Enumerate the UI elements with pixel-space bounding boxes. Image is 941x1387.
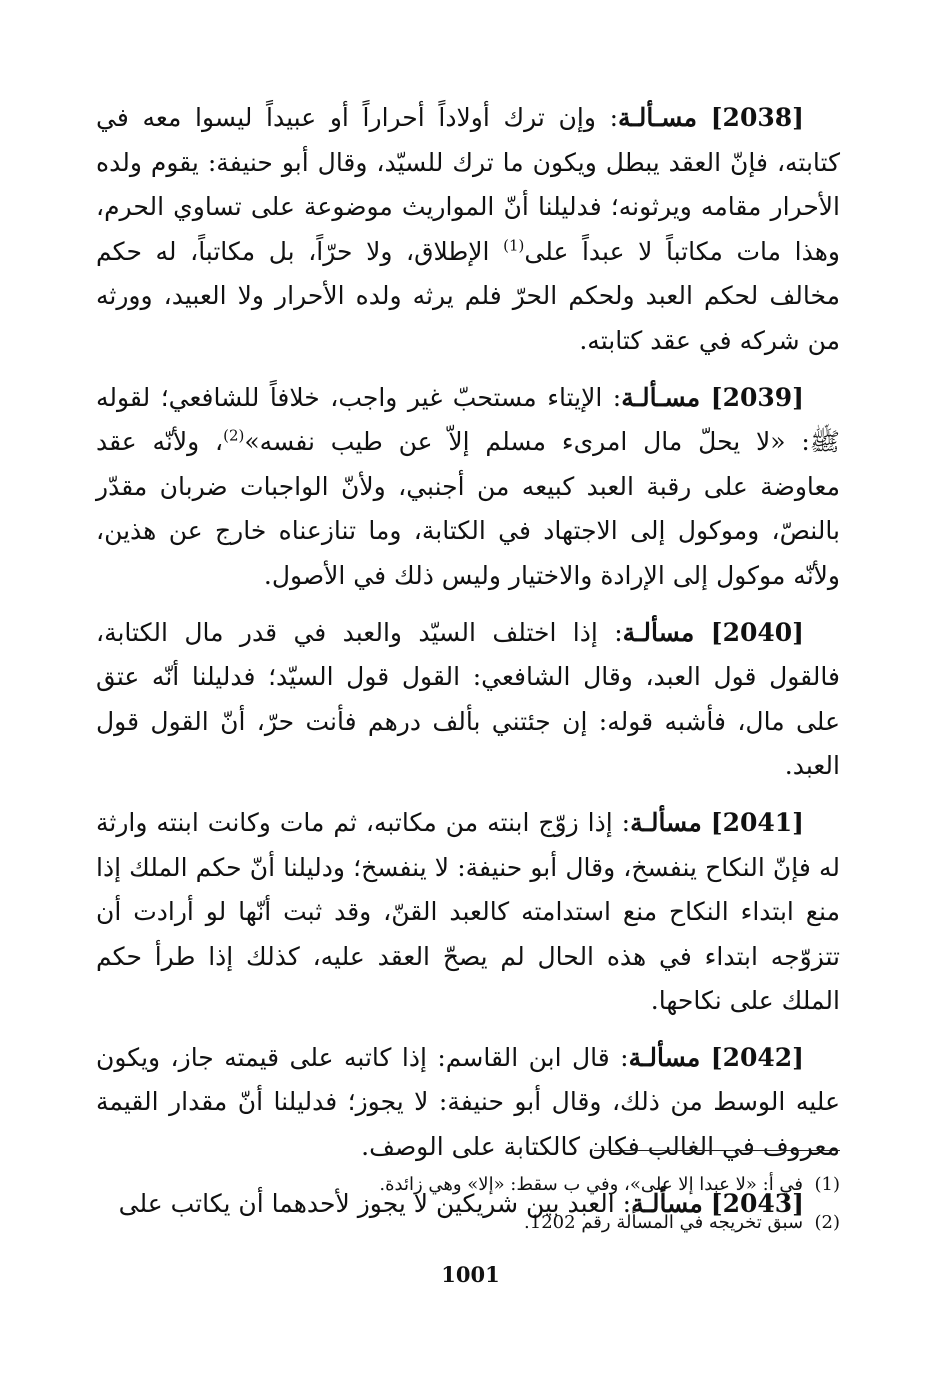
masala-keyword: مسألـة <box>622 617 695 647</box>
masala-number: [2041] <box>710 807 804 837</box>
footnote-1 <box>96 1166 840 1204</box>
footnote-text: سبق تخريجه في المسألة رقم 1202. <box>524 1212 804 1233</box>
footnotes <box>96 1166 840 1242</box>
masala-text: : العبد بين شريكين لا يجوز لأحدهما أن يكاتب على <box>118 1188 632 1218</box>
masala-2040 <box>96 611 840 789</box>
masala-keyword: مسألـة <box>630 807 702 837</box>
masala-2041 <box>96 801 840 1024</box>
masala-text-continued: الإطلاق، ولا حرّاً، بل مكاتباً، له حكم مخالف لحكم العبد ولحكم الحرّ فلم يرثه ولده الأحرار ولا العبيد، وورثه من شركه في عقد كتابته. <box>96 236 840 355</box>
masala-keyword: مسألـة <box>628 1042 701 1072</box>
footnote-2 <box>96 1204 840 1242</box>
masala-2039 <box>96 376 840 599</box>
masala-text: : قال ابن القاسم: إذا كاتبه على قيمته جاز، ويكون عليه الوسط من ذلك، وقال أبو حنيفة: لا يجوز؛ فدليلنا أنّ مقدار القيمة معروف في الغالب فكان كالكتابة على الوصف. <box>96 1042 840 1162</box>
masala-keyword: مسألـة <box>631 1188 703 1218</box>
masala-keyword: مسـألـة <box>621 382 701 412</box>
masala-keyword: مسـألـة <box>618 103 697 132</box>
masala-text: : وإن ترك أولاداً أحراراً أو عبيداً ليسوا معه في كتابته، فإنّ العقد يبطل ويكون ما ترك للسيّد، وقال أبو حنيفة: يقوم ولده الأحرار مقامه ويرثونه؛ فدليلنا أنّ المواريث موضوعة على تساوي الحرم، وهذا مات مكاتباً لا عبداً على <box>96 103 840 266</box>
footnote-text: في أ: «لا عبدا إلا على»، وفي ب سقط: «إلا» وهي زائدة. <box>379 1174 804 1195</box>
footnote-ref: (2) <box>223 426 245 445</box>
footnote-marker: (1) <box>814 1174 840 1195</box>
masala-2038 <box>96 96 840 364</box>
masala-number: [2039] <box>710 382 804 412</box>
masala-text: : إذا اختلف السيّد والعبد في قدر مال الكتابة، فالقول قول العبد، وقال الشافعي: القول قول السيّد؛ فدليلنا أنّه عتق على مال، فأشبه قوله: إن جئتني بألف درهم فأنت حرّ، أنّ القول قول العبد. <box>96 617 840 781</box>
footnote-marker: (2) <box>814 1212 840 1233</box>
footnote-ref: (1) <box>503 236 525 255</box>
main-text <box>96 96 840 1238</box>
masala-number: [2040] <box>710 617 804 647</box>
footnote-divider <box>594 1150 840 1151</box>
masala-number: [2043] <box>710 1188 804 1218</box>
masala-number: [2038] <box>710 103 804 132</box>
page-number: 1001 <box>441 1262 500 1287</box>
masala-text: : الإيتاء مستحبّ غير واجب، خلافاً للشافعي؛ لقوله ﷺ: «لا يحلّ مال امرىء مسلم إلاّ عن طيب نفسه» <box>96 382 840 457</box>
masala-text-continued: ، ولأنّه عقد معاوضة على رقبة العبد كبيعه من أجنبي، ولأنّ الواجبات ضربان مقدّر بالنصّ، وموكول إلى الاجتهاد في الكتابة، وما تنازعناه خارج عن هذين، ولأنّه موكول إلى الإرادة والاختيار وليس ذلك في الأصول. <box>96 427 840 590</box>
masala-number: [2042] <box>710 1042 804 1072</box>
masala-text: : إذا زوّج ابنته من مكاتبه، ثم مات وكانت ابنته وارثة له فإنّ النكاح ينفسخ، وقال أبو حنيفة: لا ينفسخ؛ ودليلنا أنّ حكم الملك إذا منع ابتداء النكاح منع استدامته كالعبد القنّ، وقد ثبت أنّها لو أرادت أن تتزوّجه ابتداء في هذه الحال لم يصحّ العقد عليه، كذلك إذا طرأ حكم الملك على نكاحها. <box>96 807 841 1016</box>
